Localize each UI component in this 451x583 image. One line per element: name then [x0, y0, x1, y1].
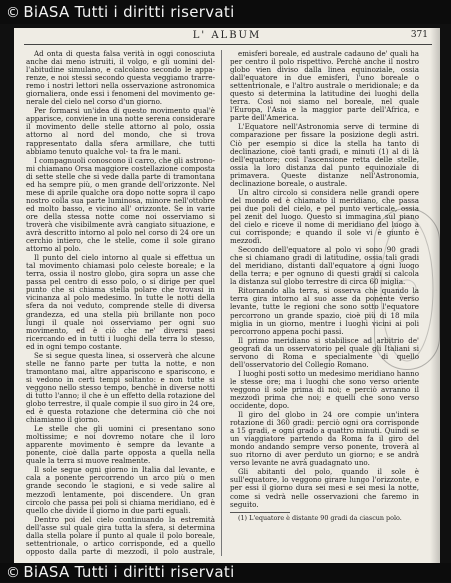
column-divider — [221, 50, 222, 556]
page-edge-shadow — [430, 28, 440, 566]
copyright-text: BiASA Tutti i diritti riservati — [23, 563, 235, 581]
paragraph: Il sole segue ogni giorno in Italia dal levante, e cala a ponente percorrendo un arco più o men grande secondo le stagioni, e si vede salire al mezzodì lentamente, poi discendere. Un gran circolo che passa pei poli si chiama meridiano, ed è quello che divide il giorno in due parti eguali. — [26, 465, 215, 515]
paragraph: Ritornando alla terra, si osserva che quando la terra gira intorno al suo asse da ponente verso levante, tutte le regioni che sono sotto l'equatore percorrono un grande spazio, cioè più di 18 mila miglia in un giorno, mentre i luoghi vicini ai poli percorrono appena pochi passi. — [230, 286, 419, 336]
footnote-rule — [230, 512, 290, 513]
paragraph: I luoghi posti sotto un medesimo meridiano hanno le stesse ore; ma i luoghi che sono verso oriente veggono il sole prima di noi; e perciò avranno il mezzodì prima che noi; e quelli che sono verso occidente, dopo. — [230, 368, 419, 411]
copyright-symbol: © — [6, 565, 21, 581]
paragraph: Per formarsi un'idea di questo movimento qual'è apparisce, conviene in una notte serena considerare il movimento delle stelle attorno al polo, ossia attorno al nord del mondo, che si trova rappresentato dalla sfera armillare, che tutti abbiamo tenuto qualche vol- ta fra le mani. — [26, 106, 215, 156]
header-rule — [24, 44, 432, 45]
left-column — [26, 50, 215, 556]
paragraph: Il primo meridiano si stabilisce ad arbitrio de' geografi da un osservatorio pel quale gli Italiani si servono di Roma e specialmente di quello dell'osservatorio del Collegio Romano. — [230, 335, 419, 369]
paragraph: Gli abitanti del polo, quando il sole è sull'equatore, lo veggono girare lungo l'orizzonte, e per essi il giorno dura sei mesi e sei mesi la notte, come si vedrà nelle osservazioni che faremo in seguito. — [230, 467, 419, 509]
paragraph: Le stelle che gli uomini ci presentano sono moltissime; e noi dovremo notare che il loro apparente movimento è sempre da levante a ponente, cioè dalla parte opposta a quella nella quale la terra si muove realmente. — [26, 424, 215, 466]
copyright-banner-bottom — [0, 563, 451, 582]
page-number: 371 — [410, 30, 428, 40]
paragraph: Il giro del globo in 24 ore compie un'intera rotazione di 360 gradi: perciò ogni ora corrisponde a 15 gradi, e ogni grado a quattro minuti. Quindi se un viaggiatore partendo da Roma fa il giro del mondo andando sempre verso ponente, troverà al suo ritorno di aver perduto un giorno; e se andrà verso levante ne avrà guadagnato uno. — [230, 410, 419, 468]
paragraph: Un altro circolo si considera nelle grandi opere del mondo ed è chiamato il meridiano, che passa pei due poli del cielo, e pel punto verticale, ossia pel zenit del luogo. Questo si immagina sul piano del cielo e riceve il nome di meridiano del luogo a cui corrisponde; e quando il sole vi è giunto è mezzodì. — [230, 187, 419, 246]
journal-title: L' ALBUM — [192, 30, 262, 41]
paragraph: I compagnuoli conoscono il carro, che gli astrono- mi chiamano Orsa maggiore costellazione composta di sette stelle che si vede dalla parte di tramontana ed ha sempre più, o men grande dell'orizzonte. Nel mese di aprile qualche ora dopo notte sopra il capo nostro colla sua parte luminosa, minore nell'ottobre ed molto basso, e vicino all' orizzonte. Se in varie ore della stessa notte come noi osserviamo si troverà che visibilmente avrà cangiato situazione, e avrà descritto intorno al polo nel corso di 24 ore un cerchio intiero, che le stelle, come il sole girano attorno al polo. — [26, 155, 215, 254]
copyright-text: BiASA Tutti i diritti riservati — [23, 3, 235, 21]
page-header — [26, 28, 428, 44]
document-page — [14, 28, 440, 566]
copyright-symbol: © — [6, 5, 21, 21]
copyright-banner-top — [0, 0, 451, 24]
paragraph: emisferi boreale, ed australe cadauno de' quali ha per centro il polo rispettivo. Perchè anche il nostro globo vien diviso dalla linea equinoziale, ossia dall'equatore in due emisferi, l'uno boreale o settentrionale, e l'altro australe o meridionale; e da questo si determina la latitudine dei luoghi della terra. Così noi siamo nel boreale, nel quale l'Europa, l'Asia e la maggior parte dell'Africa, e parte dell'America. — [230, 50, 419, 123]
paragraph: Dentro poi del cielo continuando la estremità dell'asse sul quale gira tutta la sfera, si determina dalla stella polare il punto al quale il polo boreale, settentrionale, o artico corrisponde, ed a quello opposto dalla parte di mezzodì, il polo australe, — [26, 514, 215, 556]
paragraph: Ad onta di questa falsa verità in oggi conosciuta anche dai meno istruiti, il volgo, e gli uomini del- l'abitudine simulano, e calcolano secondo le appa- renze, e noi stessi secondo questa veggiamo trarre- remo i nostri lettori nella osservazione astronomica giornaliera, onde essi i fenomeni del movimento ge- nerale del cielo nel corso d'un giorno. — [26, 50, 215, 107]
paragraph: L'Equatore nell'Astronomia serve di termine di comparazione per fissare la posizione degli astri. Ciò per esempio si dice la stella ha tanto di declinazione, cioè tanti gradi, e minuti (1) al di là dell'equatore; così l'ascensione retta delle stelle, ossia la loro distanza dal punto equinoziale di primavera. Queste distanze nell'Astronomia, declinazione boreale, o australe. — [230, 122, 419, 188]
paragraph: Se si segue questa linea, si osserverà che alcune stelle ne fanno parte per tutta la notte, e non tramontano mai, altre appariscono e spariscono, e si vedono in certi tempi soltanto: e non tutte si veggono nello stesso tempo, benchè in diverse notti di tutto l'anno; il che è un effetto della rotazione del globo terrestre, il quale compie il suo giro in 24 ore, ed è questa rotazione che determina ciò che noi chiamiamo il giorno. — [26, 350, 215, 425]
footnote: (1) L'equatore è distante 90 gradi da ciascun polo. — [238, 513, 402, 522]
paragraph: Secondo dell'equatore al polo vi sono 90 gradi che si chiamano gradi di latitudine, ossia tali gradi del meridiano, distanti dall'equatore a ogni luogo della terra; e per ognuno di questi gradi si calcola la distanza sul globo terrestre di circa 60 miglia. — [230, 245, 419, 287]
paragraph: Il punto del cielo intorno al quale si effettua un tal movimento chiamasi polo celeste boreale; e la terra, ossia il nostro globo, gira sopra un asse che passa pel centro di esso polo, o si dirige per quel punto che si chiama stella polare che trovasi in vicinanza al polo medesimo. In tutte le notti della sfera da noi veduto, comprende stelle di diversa grandezza, ed una stella più brillante non poco lungi il quale noi osserviamo per ogni suo movimento, ed è ciò che ne' diversi paesi ricercando ed in tutti i luoghi della terra lo stesso, ed in ogni tempo costante. — [26, 253, 215, 351]
